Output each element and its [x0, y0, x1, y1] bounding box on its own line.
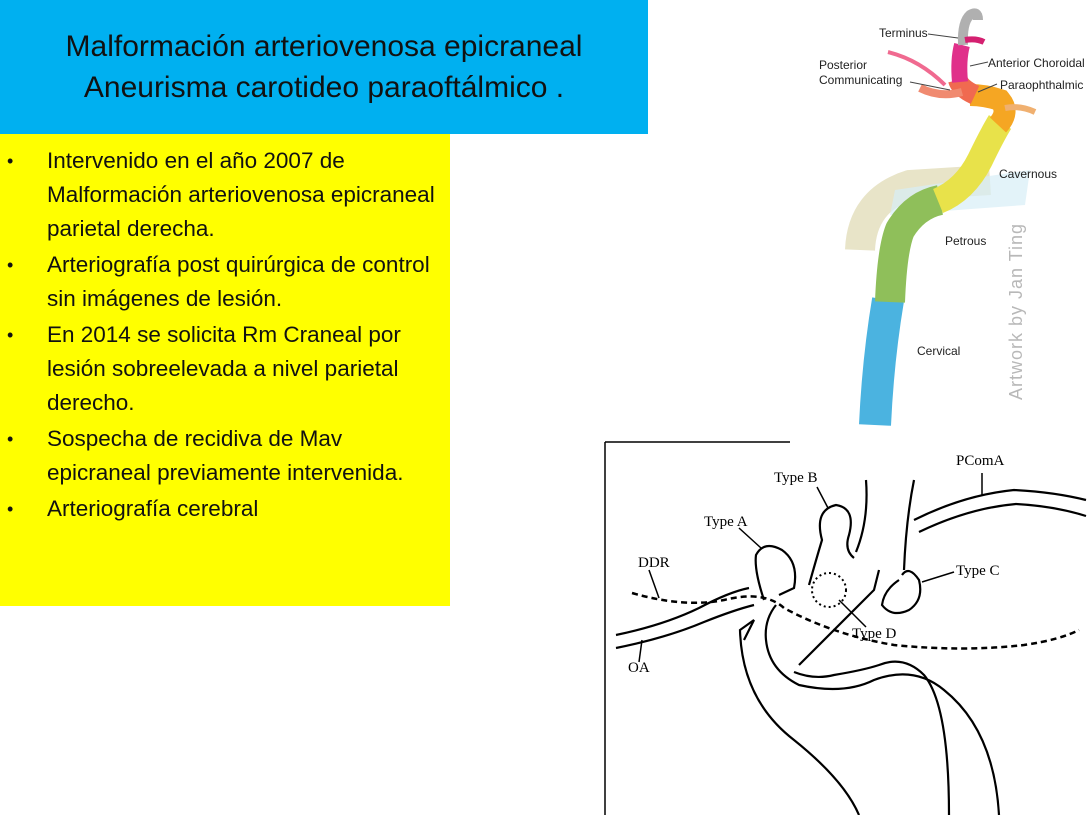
upper-vessel-wall-2 — [904, 480, 914, 570]
segment-choroidal — [959, 45, 962, 82]
bullet-dot-icon: • — [7, 499, 14, 519]
arrow-type-a — [739, 528, 761, 548]
ica-segments-illustration — [800, 0, 1091, 430]
arrow-type-b — [817, 487, 828, 508]
label-terminus: Terminus — [879, 26, 928, 40]
segment-cervical — [875, 300, 888, 425]
upper-vessel-wall — [856, 480, 867, 552]
bullet-item — [0, 492, 436, 526]
bullet-text: Sospecha de recidiva de Mav epicraneal previamente intervenida. — [47, 426, 404, 485]
type-c-aneurysm — [882, 571, 920, 613]
ica-upper-wall — [799, 570, 879, 665]
bullet-item — [0, 422, 436, 490]
label-anterior-choroidal: Anterior Choroidal — [988, 56, 1085, 70]
label-communicating: Communicating — [819, 73, 903, 87]
arrow-ddr — [649, 570, 659, 598]
bullet-panel — [0, 134, 450, 606]
bullet-dot-icon: • — [7, 325, 14, 345]
bullet-dot-icon: • — [7, 255, 14, 275]
bullet-item — [0, 318, 436, 420]
leader-line — [970, 62, 988, 66]
label-oa: OA — [628, 660, 650, 676]
label-cervical: Cervical — [917, 344, 961, 358]
pcoma-vessel-lower — [919, 504, 1086, 532]
bullet-item — [0, 144, 436, 246]
type-a-aneurysm — [756, 546, 795, 600]
bullet-dot-icon: • — [7, 151, 14, 171]
label-paraophthalmic: Paraophthalmic — [1000, 78, 1084, 92]
title-line-1: Malformación arteriovenosa epicraneal — [65, 30, 583, 63]
bullet-text: Arteriografía cerebral — [47, 496, 259, 521]
artwork-credit: Artwork by Jan Ting — [1006, 222, 1026, 400]
bullet-list — [0, 134, 450, 526]
oa-vessel-lower — [616, 605, 754, 648]
title-line-2: Aneurisma carotideo paraoftálmico . — [83, 71, 565, 104]
label-cavernous: Cavernous — [999, 167, 1058, 181]
label-type-c: Type C — [956, 563, 1000, 579]
bullet-dot-icon: • — [7, 429, 14, 449]
bullet-text: Intervenido en el año 2007 de Malformación arteriovenosa epicraneal parietal derecha. — [47, 148, 435, 241]
type-b-aneurysm — [809, 505, 854, 585]
siphon-mid-wall — [794, 662, 949, 815]
label-type-d: Type D — [852, 626, 897, 642]
arrow-type-d — [839, 600, 866, 627]
title-banner — [0, 0, 648, 134]
label-petrous: Petrous — [945, 234, 987, 248]
ica-segments-svg — [800, 0, 1091, 430]
anterior-choroidal-branch — [965, 39, 984, 42]
aneurysm-types-diagram — [604, 440, 1091, 815]
label-pcoma: PComA — [956, 453, 1005, 469]
siphon-outer-wall — [740, 620, 859, 815]
label-posterior: Posterior — [819, 58, 868, 72]
label-type-a: Type A — [704, 514, 748, 530]
aneurysm-types-svg — [604, 440, 1091, 815]
label-ddr: DDR — [638, 555, 670, 571]
label-type-b: Type B — [774, 470, 818, 486]
bullet-text: En 2014 se solicita Rm Craneal por lesión sobreelevada a nivel parietal derecho. — [47, 322, 401, 415]
leader-line — [928, 34, 958, 38]
bullet-text: Arteriografía post quirúrgica de control sin imágenes de lesión. — [47, 252, 430, 311]
segment-petrous — [890, 200, 940, 302]
arrow-type-c — [922, 572, 954, 582]
bullet-item — [0, 248, 436, 316]
